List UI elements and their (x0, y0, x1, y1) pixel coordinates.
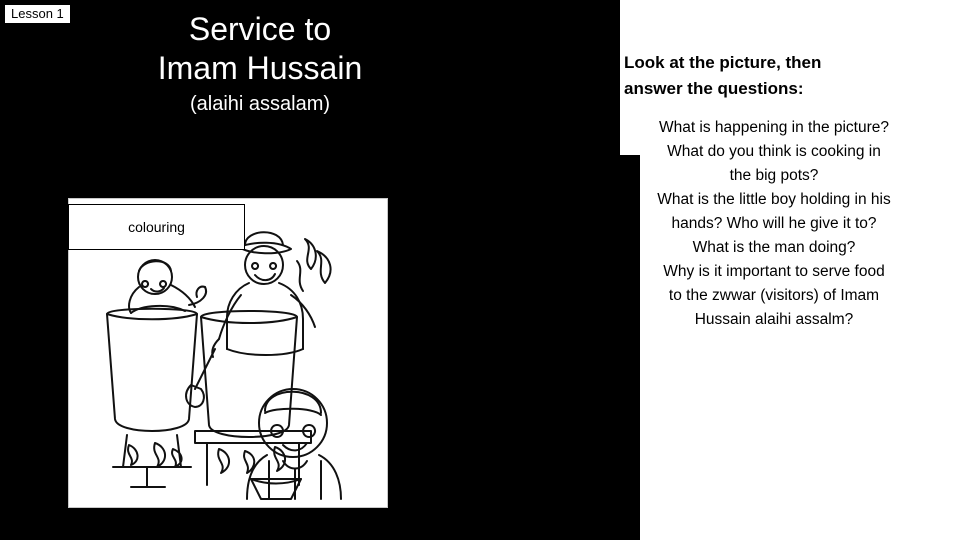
prompt-heading-line-1: Look at the picture, then (624, 53, 822, 72)
question-line: Hussain alaihi assalm? (694, 311, 854, 328)
title-line-1: Service to (188, 11, 332, 47)
question-line: What do you think is cooking in (667, 143, 881, 160)
question-line: hands? Who will he give it to? (671, 215, 877, 232)
prompt-heading-line-2: answer the questions: (624, 79, 804, 98)
lesson-badge: Lesson 1 (4, 4, 71, 24)
question-line: Why is it important to serve food (663, 263, 885, 280)
colouring-label: colouring (68, 204, 245, 250)
question-line: What is the man doing? (692, 239, 856, 256)
title-subtitle: (alaihi assalam) (189, 93, 331, 115)
question-line: the big pots? (729, 167, 819, 184)
questions-list (624, 116, 924, 332)
prompt-heading (624, 50, 924, 102)
questions-panel (624, 50, 924, 332)
title-line-2: Imam Hussain (157, 50, 363, 86)
question-line: What is the little boy holding in his (657, 191, 891, 208)
page-title (60, 10, 460, 118)
question-line: What is happening in the picture? (658, 119, 890, 136)
question-line: to the zwwar (visitors) of Imam (668, 287, 880, 304)
